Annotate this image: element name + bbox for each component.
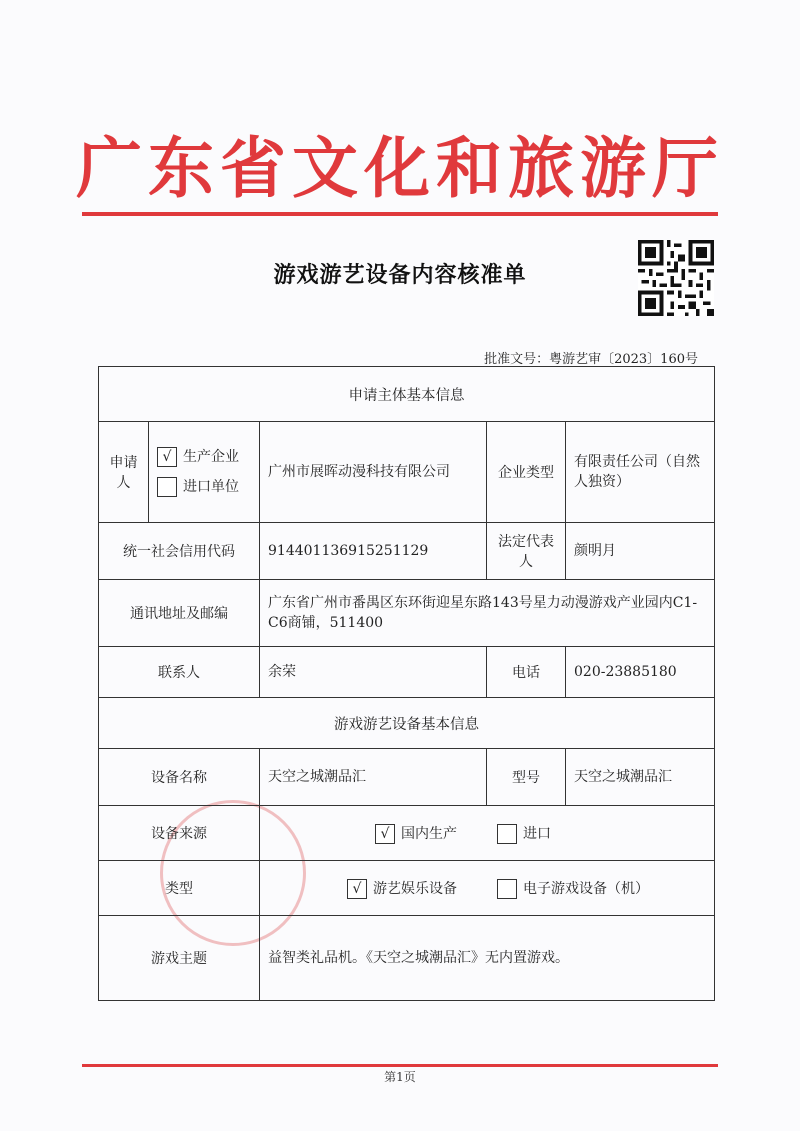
game-theme: 益智类礼品机。《天空之城潮品汇》无内置游戏。	[260, 916, 715, 1001]
option-manufacturer	[157, 447, 251, 467]
video-game-checkbox[interactable]	[497, 879, 517, 899]
theme-label: 游戏主题	[99, 916, 260, 1001]
option-amusement	[260, 878, 487, 899]
importer-label: 进口单位	[183, 479, 239, 495]
import-label: 进口	[523, 825, 552, 842]
qr-code-icon[interactable]	[638, 240, 714, 316]
applicant-type-cell	[149, 422, 260, 523]
phone-label: 电话	[487, 647, 566, 698]
option-importer	[157, 477, 251, 497]
credit-code-label: 统一社会信用代码	[99, 523, 260, 580]
amusement-checkbox[interactable]: √	[347, 879, 367, 899]
device-section-heading: 游戏游艺设备基本信息	[99, 698, 715, 749]
contact-name: 余荣	[260, 647, 487, 698]
category-label: 类型	[99, 861, 260, 916]
approval-form-table	[98, 366, 715, 1001]
category-options-cell	[260, 861, 715, 916]
importer-checkbox[interactable]	[157, 477, 177, 497]
option-video-game	[487, 878, 714, 899]
address: 广东省广州市番禺区东环街迎星东路143号星力动漫游戏产业园内C1-C6商铺，511400	[260, 580, 715, 647]
manufacturer-checkbox[interactable]: √	[157, 447, 177, 467]
applicant-label: 申请人	[99, 422, 149, 523]
company-name: 广州市展晖动漫科技有限公司	[260, 422, 487, 523]
page-number: 第1页	[384, 1070, 416, 1084]
document-title: 游戏游艺设备内容核准单	[273, 262, 527, 288]
legal-rep-label: 法定代表人	[487, 523, 566, 580]
contact-label: 联系人	[99, 647, 260, 698]
credit-code: 914401136915251129	[260, 523, 487, 580]
agency-header: 广东省文化和旅游厅	[76, 129, 724, 207]
model-label: 型号	[487, 749, 566, 806]
amusement-label: 游艺娱乐设备	[373, 880, 458, 897]
option-import	[487, 823, 714, 844]
legal-rep: 颜明月	[566, 523, 715, 580]
approval-number: 批准文号：粤游艺审〔2023〕160号	[484, 352, 698, 367]
manufacturer-label: 生产企业	[183, 449, 239, 465]
domestic-checkbox[interactable]: √	[375, 824, 395, 844]
video-game-label: 电子游戏设备（机）	[523, 880, 650, 897]
address-label: 通讯地址及邮编	[99, 580, 260, 647]
source-options-cell	[260, 806, 715, 861]
applicant-section-heading: 申请主体基本信息	[99, 367, 715, 422]
device-name: 天空之城潮品汇	[260, 749, 487, 806]
device-name-label: 设备名称	[99, 749, 260, 806]
option-domestic	[260, 823, 487, 844]
model: 天空之城潮品汇	[566, 749, 715, 806]
red-divider-top	[82, 212, 718, 216]
source-label: 设备来源	[99, 806, 260, 861]
company-type-label: 企业类型	[487, 422, 566, 523]
domestic-label: 国内生产	[401, 825, 458, 842]
phone: 020-23885180	[566, 647, 715, 698]
company-type: 有限责任公司（自然人独资）	[566, 422, 715, 523]
red-divider-bottom	[82, 1064, 718, 1067]
import-checkbox[interactable]	[497, 824, 517, 844]
